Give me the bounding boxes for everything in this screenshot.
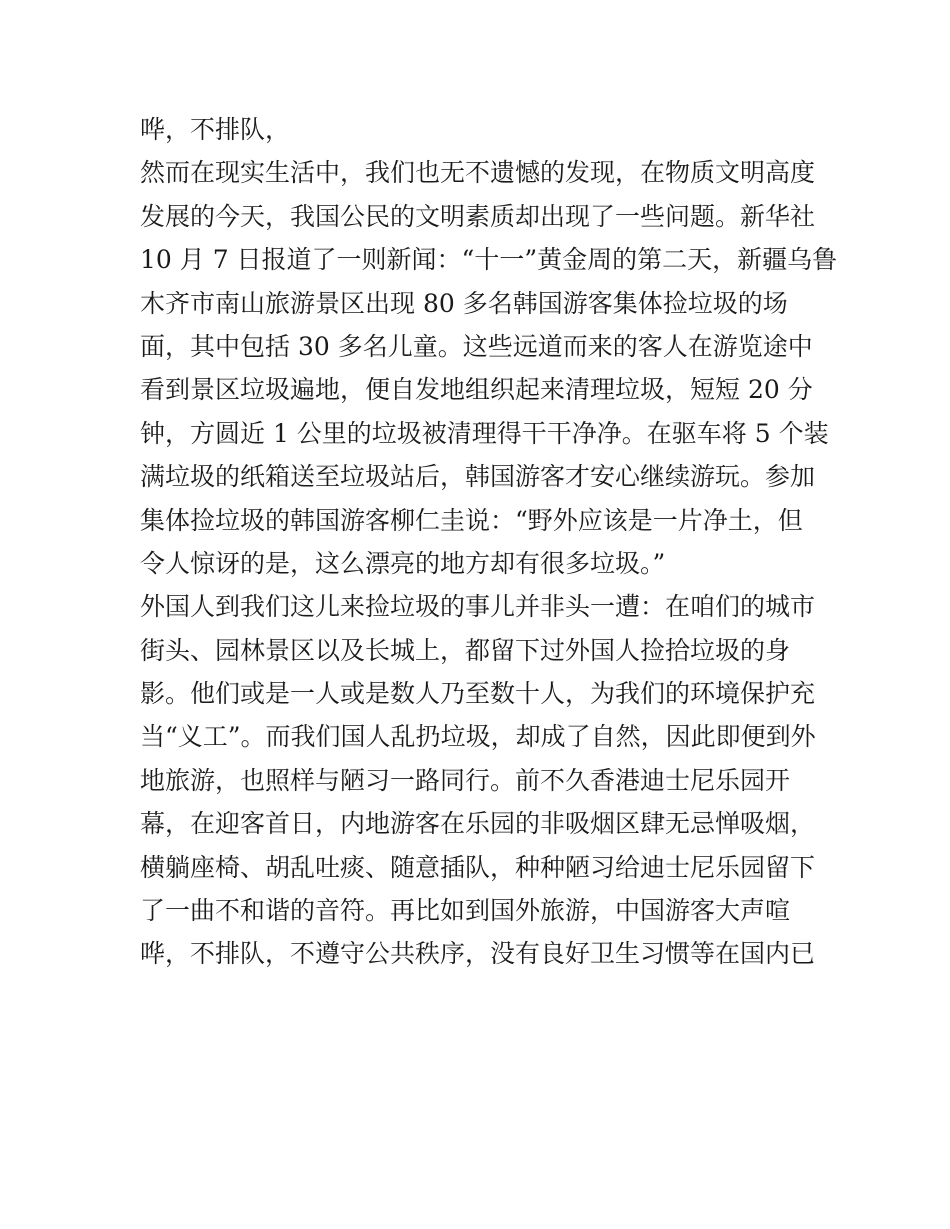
text-line: 地旅游，也照样与陋习一路同行。前不久香港迪士尼乐园开 [140, 765, 791, 795]
text-line: 当“义工”。而我们国人乱扔垃圾，却成了自然，因此即便到外 [140, 722, 816, 752]
text-line: 木齐市南山旅游景区出现 80 多名韩国游客集体捡垃圾的场 [140, 288, 788, 318]
text-line: 面，其中包括 30 多名儿童。这些远道而来的客人在游览途中 [140, 331, 813, 361]
text-line: 10 月 7 日报道了一则新闻：“十一”黄金周的第二天，新疆乌鲁 [140, 245, 838, 275]
text-line: 哗，不排队，不遵守公共秩序，没有良好卫生习惯等在国内已 [140, 939, 816, 969]
text-line: 钟，方圆近 1 公里的垃圾被清理得干干净净。在驱车将 5 个装 [140, 418, 829, 448]
text-line: 哗，不排队， [140, 115, 291, 144]
text-line: 集体捡垃圾的韩国游客柳仁圭说：“野外应该是一片净土，但 [140, 505, 803, 535]
text-line: 影。他们或是一人或是数人乃至数十人，为我们的环境保护充 [140, 679, 816, 709]
body-text [140, 108, 838, 976]
text-line: 然而在现实生活中，我们也无不遗憾的发现，在物质文明高度 [140, 158, 816, 188]
text-line: 幕，在迎客首日，内地游客在乐园的非吸烟区肆无忌惮吸烟， [140, 809, 816, 839]
text-line: 了一曲不和谐的音符。再比如到国外旅游，中国游客大声喧 [140, 896, 791, 926]
text-line: 看到景区垃圾遍地，便自发地组织起来清理垃圾，短短 20 分 [140, 375, 813, 405]
text-line: 街头、园林景区以及长城上，都留下过外国人捡拾垃圾的身 [140, 635, 791, 665]
text-line: 令人惊讶的是，这么漂亮的地方却有很多垃圾。” [140, 548, 666, 578]
text-line: 横躺座椅、胡乱吐痰、随意插队，种种陋习给迪士尼乐园留下 [140, 852, 816, 882]
text-line: 发展的今天，我国公民的文明素质却出现了一些问题。新华社 [140, 201, 816, 231]
text-line: 外国人到我们这儿来捡垃圾的事儿并非头一遭：在咱们的城市 [140, 592, 816, 622]
text-line: 满垃圾的纸箱送至垃圾站后，韩国游客才安心继续游玩。参加 [140, 462, 816, 492]
